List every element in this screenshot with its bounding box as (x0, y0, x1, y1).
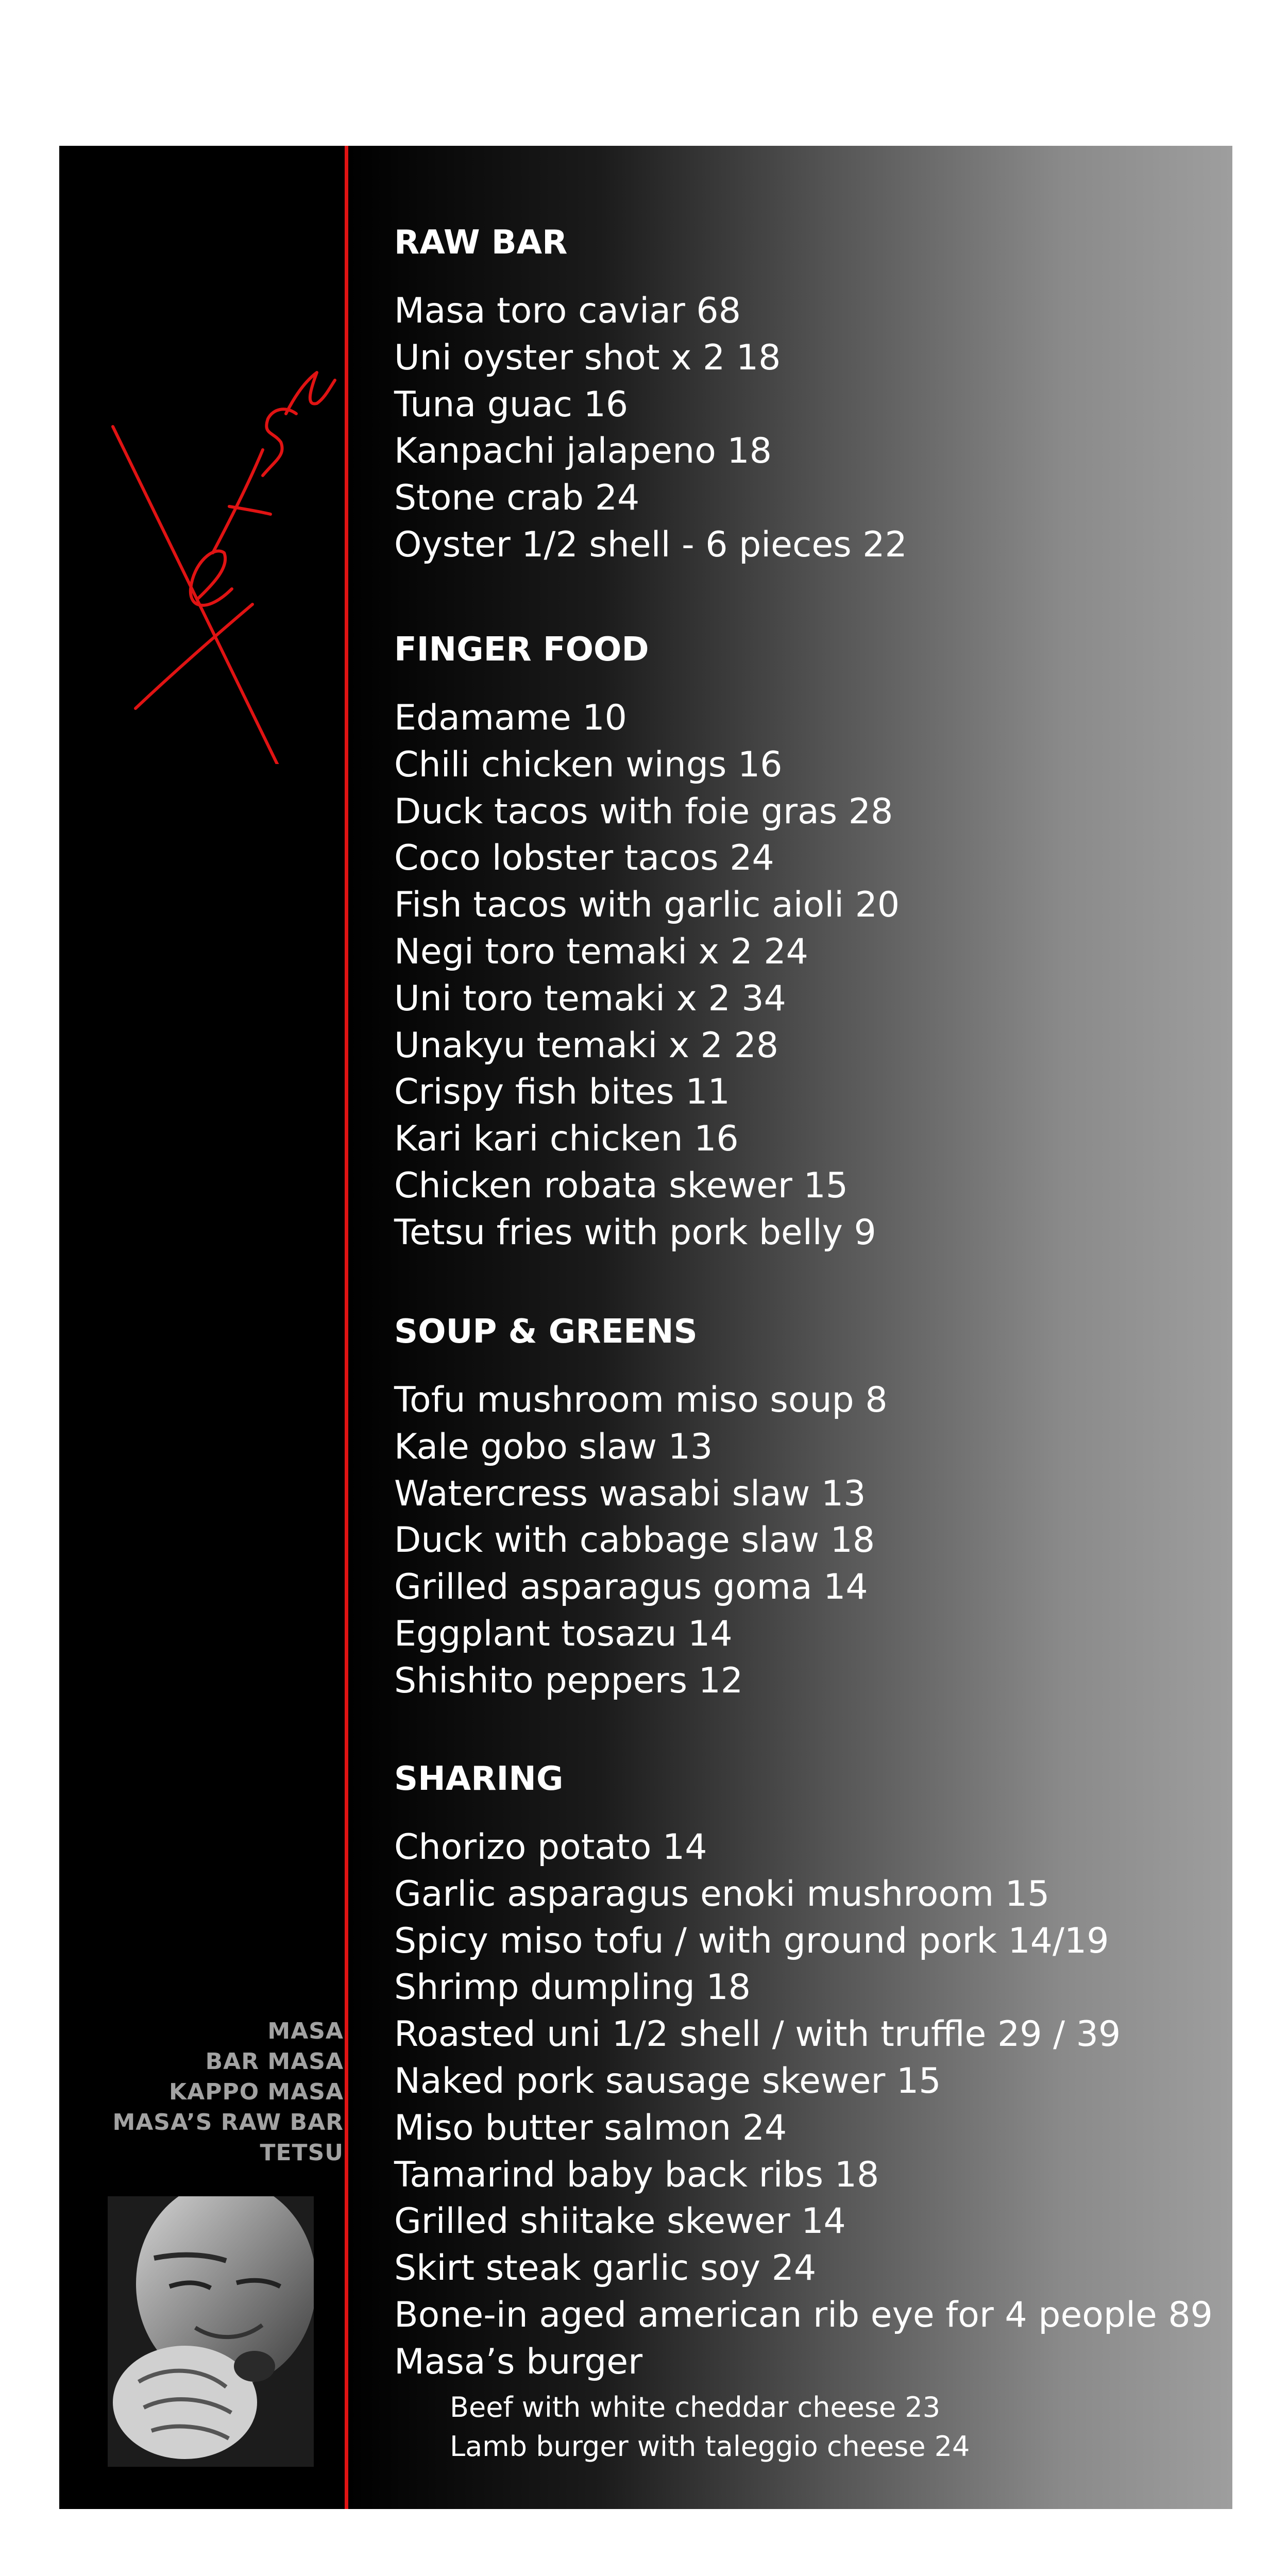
brand-name: MASA’S RAW BAR (112, 2109, 344, 2136)
tetsu-logo (59, 146, 345, 764)
menu-item: Tuna guac 16 (394, 384, 629, 425)
menu-item: Masa toro caviar 68 (394, 291, 741, 331)
menu-sub-item: Beef with white cheddar cheese 23 (450, 2391, 941, 2424)
menu-item: Negi toro temaki x 2 24 (394, 931, 808, 972)
menu-item: Garlic asparagus enoki mushroom 15 (394, 1873, 1050, 1914)
brand-name: BAR MASA (205, 2048, 344, 2075)
menu-item: Shishito peppers 12 (394, 1660, 743, 1701)
menu-item: Fish tacos with garlic aioli 20 (394, 885, 900, 926)
chef-portrait-photo (108, 2196, 314, 2467)
menu-item: Edamame 10 (394, 698, 627, 738)
menu-item: Uni oyster shot x 2 18 (394, 337, 781, 378)
menu-item: Crispy fish bites 11 (394, 1072, 730, 1113)
menu-sub-item: Lamb burger with taleggio cheese 24 (450, 2430, 970, 2463)
menu-item: Duck tacos with foie gras 28 (394, 791, 893, 832)
menu-item: Kanpachi jalapeno 18 (394, 431, 772, 472)
menu-item: Duck with cabbage slaw 18 (394, 1520, 875, 1561)
menu-item: Watercress wasabi slaw 13 (394, 1473, 866, 1514)
section-finger-food (394, 629, 1218, 1257)
menu-item: Oyster 1/2 shell - 6 pieces 22 (394, 524, 907, 565)
menu-item: Kale gobo slaw 13 (394, 1426, 713, 1467)
menu-item: Shrimp dumpling 18 (394, 1967, 751, 2008)
menu-item: Stone crab 24 (394, 478, 640, 519)
menu-item: Masa’s burger (394, 2341, 643, 2382)
menu-item: Bone-in aged american rib eye for 4 people 89 (394, 2294, 1213, 2335)
menu-item: Coco lobster tacos 24 (394, 838, 774, 879)
menu-item: Unakyu temaki x 2 28 (394, 1025, 779, 1066)
menu-item: Roasted uni 1/2 shell / with truffle 29 / 39 (394, 2014, 1121, 2055)
brand-name: MASA (267, 2018, 344, 2044)
red-divider-line (345, 146, 348, 2509)
brand-name: KAPPO MASA (169, 2079, 344, 2105)
menu-item: Spicy miso tofu / with ground pork 14/19 (394, 1920, 1109, 1961)
menu-item: Naked pork sausage skewer 15 (394, 2060, 941, 2102)
menu-item: Chili chicken wings 16 (394, 744, 783, 785)
section-title: SHARING (394, 1760, 564, 1798)
sister-restaurant-list (112, 2016, 344, 2168)
menu-item: Tetsu fries with pork belly 9 (394, 1212, 876, 1253)
menu-item: Chorizo potato 14 (394, 1827, 707, 1868)
section-title: FINGER FOOD (394, 631, 649, 669)
menu-item: Uni toro temaki x 2 34 (394, 978, 786, 1019)
menu-item: Miso butter salmon 24 (394, 2107, 787, 2148)
menu-item: Grilled asparagus goma 14 (394, 1567, 868, 1608)
section-title: SOUP & GREENS (394, 1313, 698, 1351)
section-raw-bar (394, 222, 1218, 569)
menu-item: Skirt steak garlic soy 24 (394, 2248, 817, 2289)
menu-item: Tofu mushroom miso soup 8 (394, 1380, 888, 1420)
brand-name: TETSU (260, 2140, 344, 2166)
menu-item: Chicken robata skewer 15 (394, 1165, 848, 1206)
burger-options (394, 2388, 1218, 2466)
section-sharing (394, 1758, 1218, 2466)
menu-item: Grilled shiitake skewer 14 (394, 2201, 846, 2242)
menu-item: Eggplant tosazu 14 (394, 1613, 733, 1654)
menu-panel (59, 146, 1232, 2509)
section-soup-greens (394, 1311, 1218, 1705)
menu-item: Kari kari chicken 16 (394, 1118, 739, 1160)
menu-item: Tamarind baby back ribs 18 (394, 2154, 879, 2195)
section-title: RAW BAR (394, 224, 568, 262)
